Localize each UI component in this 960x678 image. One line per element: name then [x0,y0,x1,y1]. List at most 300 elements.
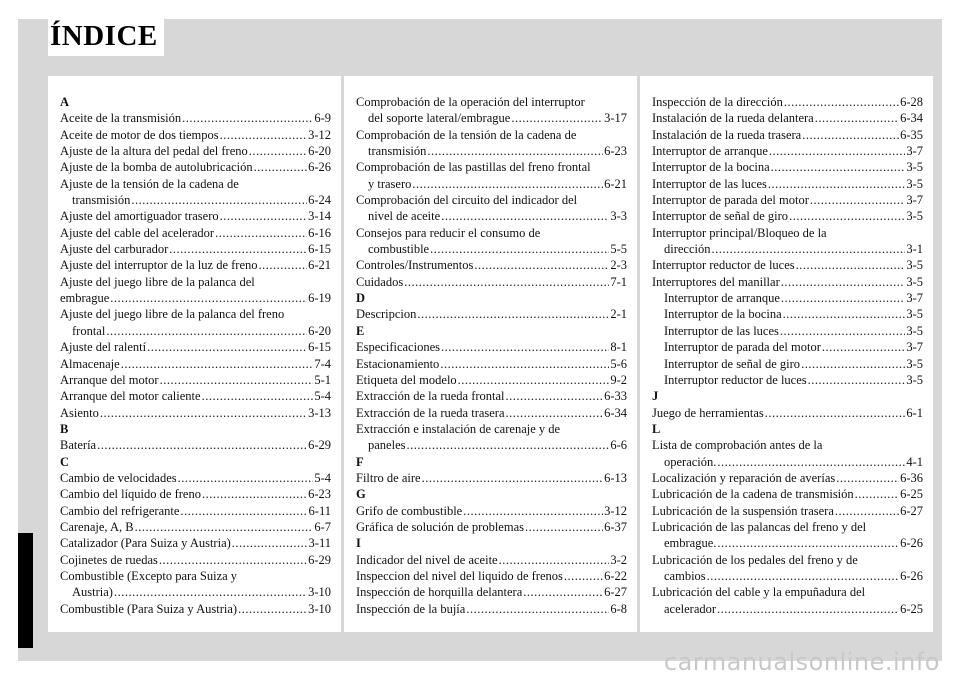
index-letter-heading: C [60,454,70,469]
dot-leader [525,519,603,535]
index-page-number: 3-1 [906,242,923,257]
index-entry-text: embrague. [664,536,717,551]
dot-leader [765,405,906,421]
index-entry-text: Interruptor de señal de giro [652,209,789,224]
index-entry-text: Catalizador (Para Suiza y Austria) [60,536,231,551]
index-entry[interactable] [60,388,331,404]
index-page-number: 3-5 [906,307,923,322]
index-entry[interactable] [60,143,331,159]
index-entry[interactable] [652,519,923,552]
index-entry-text: paneles [368,438,406,453]
index-entry[interactable] [60,225,331,241]
index-page-number: 2-1 [610,307,627,322]
dot-leader [131,192,307,208]
index-entry-text: Arranque del motor [60,372,159,387]
index-entry[interactable] [652,503,923,519]
dot-leader [215,225,307,241]
index-page-number: 6-36 [900,470,923,485]
dot-leader [169,241,307,257]
index-letter-heading: B [60,421,69,436]
dot-leader [717,535,899,551]
index-entry-text: Combustible (Excepto para Suiza y [60,568,238,583]
index-entry[interactable] [652,584,923,617]
index-entry-text: Cambio de velocidades [60,470,177,485]
dot-leader [815,110,899,126]
dot-leader [796,257,906,273]
index-entry[interactable] [60,568,331,601]
index-letter-heading: F [356,454,364,469]
dot-leader [100,405,307,421]
dot-leader [474,257,609,273]
index-entry[interactable] [60,519,331,535]
index-entry[interactable] [652,486,923,502]
index-entry-text: Inspección de horquilla delantera [356,585,523,600]
dot-leader [506,405,604,421]
dot-leader [412,176,603,192]
dot-leader [232,535,308,551]
index-entry-text: Almacenaje [60,356,120,371]
index-entry-text: Ajuste de la tensión de la cadena de [60,176,239,191]
index-entry[interactable] [356,94,627,127]
index-entry[interactable] [356,470,627,486]
index-page-number: 6-21 [308,258,331,273]
index-entry-text: operación. [664,454,717,469]
index-entry[interactable] [356,584,627,600]
index-page-number: 3-17 [604,111,627,126]
index-entry-text: Austria) [72,585,113,600]
index-page-number: 6-27 [900,503,923,518]
index-page-number: 6-15 [308,242,331,257]
dot-leader [808,372,906,388]
index-entry-text: Ajuste del juego libre de la palanca del freno [60,307,285,322]
index-entry-text: Ajuste de la bomba de autolubricación [60,160,253,175]
dot-leader [404,274,609,290]
index-page-number: 5-5 [610,242,627,257]
index-entry-text: acelerador [664,601,717,616]
index-entry[interactable] [60,405,331,421]
index-page-number: 5-4 [314,389,331,404]
index-entry-text: Comprobación de las pastillas del freno frontal [356,160,591,175]
index-page-number: 9-2 [610,372,627,387]
index-page-number: 6-35 [900,127,923,142]
index-page-number: 3-5 [906,258,923,273]
dot-leader [427,143,603,159]
index-entry[interactable] [60,127,331,143]
index-page-number: 6-11 [308,503,331,518]
index-page-number: 6-16 [308,225,331,240]
index-entry-text: Ajuste de la altura del pedal del freno [60,144,248,159]
index-entry[interactable] [652,405,923,421]
index-entry[interactable] [356,372,627,388]
index-entry-text: Interruptores del manillar [652,274,780,289]
index-entry-text: Lubricación de la cadena de transmisión [652,487,854,502]
dot-leader [466,601,609,617]
index-page-number: 6-19 [308,291,331,306]
dot-leader [220,208,307,224]
index-entry[interactable] [652,437,923,470]
index-entry-text: Grifo de combustible [356,503,463,518]
index-page-number: 6-20 [308,144,331,159]
watermark: carmanualsonline.info [663,648,940,676]
index-page-number: 6-25 [900,601,923,616]
index-page-number: 6-33 [604,389,627,404]
index-letter-heading: E [356,323,365,338]
dot-leader [202,388,314,404]
index-entry[interactable] [652,323,923,339]
index-entry-text: Asiento [60,405,99,420]
index-entry-text: Filtro de aire [356,470,421,485]
index-entry-text: Interruptor de las luces [664,323,779,338]
dot-leader [769,143,905,159]
index-page-number: 6-25 [900,487,923,502]
index-page-number: 3-5 [906,323,923,338]
index-page-number: 6-22 [604,568,627,583]
index-entry-text: Ajuste del cable del acelerador [60,225,215,240]
index-entry-text: Etiqueta del modelo [356,372,457,387]
dot-leader [147,339,307,355]
index-entry-text: Extracción de la rueda trasera [356,405,505,420]
dot-leader [784,94,899,110]
index-entry-text: Interruptor de la bocina [664,307,782,322]
index-page-number: 6-37 [604,519,627,534]
index-entry[interactable] [60,241,331,257]
dot-leader [523,584,603,600]
index-entry-text: Localización y reparación de averías [652,470,836,485]
index-page-number: 3-5 [906,372,923,387]
index-entry[interactable] [60,306,331,339]
index-entry[interactable] [356,388,627,404]
index-entry-text: del soporte lateral/embrague [368,111,511,126]
dot-leader [180,503,307,519]
index-entry-text: Indicador del nivel de aceite [356,552,498,567]
index-page-number: 6-1 [906,405,923,420]
index-page-number: 6-20 [308,323,331,338]
index-page-number: 6-29 [308,438,331,453]
index-entry[interactable] [356,356,627,372]
index-page-number: 3-11 [308,536,331,551]
index-entry-text: Ajuste del juego libre de la palanca del [60,274,255,289]
index-entry-text: Combustible (Para Suiza y Austria) [60,601,238,616]
index-entry[interactable] [356,339,627,355]
index-page-number: 6-23 [308,487,331,502]
dot-leader [801,356,905,372]
index-entry[interactable] [652,552,923,585]
dot-leader [463,503,603,519]
index-entry[interactable] [652,208,923,224]
dot-leader [259,257,308,273]
dot-leader [249,143,307,159]
dot-leader [810,192,905,208]
index-column-2 [344,76,637,632]
index-entry-text: transmisión [368,144,427,159]
index-page-number: 6-34 [604,405,627,420]
index-entry[interactable] [652,159,923,175]
index-page-number: 6-24 [308,193,331,208]
index-entry-text: Lubricación del cable y la empuñadura del [652,585,866,600]
index-page-number: 6-29 [308,552,331,567]
index-entry-text: Instalación de la rueda trasera [652,127,802,142]
index-page-number: 2-3 [610,258,627,273]
index-letter-heading: G [356,487,366,502]
index-letter-heading: J [652,389,659,404]
index-entry[interactable] [356,421,627,454]
index-entry-text: Aceite de motor de dos tiempos [60,127,219,142]
index-entry-text: Aceite de la transmisión [60,111,182,126]
index-entry[interactable] [60,601,331,617]
index-entry-text: cambios [664,568,706,583]
index-entry-text: Batería [60,438,97,453]
index-page-number: 6-34 [900,111,923,126]
index-entry-text: Lubricación de la suspensión trasera [652,503,834,518]
index-entry[interactable] [60,470,331,486]
dot-leader [855,486,899,502]
dot-leader [106,323,307,339]
index-entry[interactable] [60,208,331,224]
index-page-number: 3-7 [906,193,923,208]
index-entry[interactable] [652,257,923,273]
index-page-number: 7-1 [610,274,627,289]
index-entry[interactable] [652,127,923,143]
dot-leader [564,568,603,584]
index-entry[interactable] [356,405,627,421]
index-entry[interactable] [356,306,627,322]
index-entry-text: Interruptor de parada del motor [652,193,809,208]
index-entry-text: Lista de comprobación antes de la [652,438,823,453]
index-entry-text: Extracción de la rueda frontal [356,389,505,404]
index-entry[interactable] [356,503,627,519]
index-page-number: 3-5 [906,274,923,289]
index-entry-text: Descripcion [356,307,417,322]
index-page-number: 6-26 [900,536,923,551]
dot-leader [458,372,610,388]
index-page-number: 3-10 [308,585,331,600]
index-entry[interactable] [60,257,331,273]
index-letter-heading: A [60,95,70,109]
index-entry[interactable] [652,110,923,126]
dot-leader [440,356,609,372]
index-entry-text: Interruptor reductor de luces [652,258,795,273]
dot-leader [781,290,905,306]
dot-leader [182,110,313,126]
dot-leader [707,568,899,584]
dot-leader [717,454,905,470]
index-entry[interactable] [356,225,627,258]
index-entry[interactable] [60,372,331,388]
index-entry-text: dirección [664,242,711,257]
dot-leader [121,356,314,372]
dot-leader [441,339,609,355]
dot-leader [110,290,307,306]
index-page-number: 5-4 [314,470,331,485]
index-entry-text: nivel de aceite [368,209,441,224]
index-page-number: 4-1 [906,454,923,469]
index-entry[interactable] [652,290,923,306]
dot-leader [781,274,906,290]
dot-leader [789,208,905,224]
index-entry[interactable] [652,225,923,258]
index-entry[interactable] [60,486,331,502]
index-page-number: 5-6 [610,356,627,371]
index-page-number: 6-6 [610,438,627,453]
index-page-number: 6-26 [900,568,923,583]
index-entry-text: Comprobación de la operación del interruptor [356,95,585,109]
dot-leader [780,323,905,339]
index-entry[interactable] [60,552,331,568]
index-column-3 [640,76,933,632]
index-entry-text: Instalación de la rueda delantera [652,111,814,126]
index-entry-text: Cambio del líquido de freno [60,487,201,502]
index-entry-text: Especificaciones [356,340,440,355]
dot-leader [160,372,314,388]
index-page-number: 6-26 [308,160,331,175]
index-entry-text: embrague [60,291,110,306]
index-page-number: 3-5 [906,160,923,175]
index-page-number: 3-14 [308,209,331,224]
index-entry-text: Interruptor de arranque [652,144,768,159]
dot-leader [114,584,307,600]
dot-leader [417,306,609,322]
index-entry-text: Inspección de la dirección [652,95,783,109]
index-entry[interactable] [60,503,331,519]
index-entry[interactable] [652,94,923,110]
index-entry-text: Interruptor de las luces [652,176,767,191]
dot-leader [97,437,307,453]
index-entry-text: Cambio del refrigerante [60,503,180,518]
index-entry-text: combustible [368,242,430,257]
index-entry[interactable] [356,274,627,290]
dot-leader [238,601,307,617]
dot-leader [430,241,609,257]
dot-leader [802,127,899,143]
dot-leader [159,552,307,568]
index-entry[interactable] [652,306,923,322]
index-entry[interactable] [60,176,331,209]
index-page-number: 3-10 [308,601,331,616]
index-entry[interactable] [356,568,627,584]
index-letter-heading: I [356,536,361,551]
index-entry[interactable] [652,372,923,388]
dot-leader [499,552,610,568]
index-page-number: 3-7 [906,340,923,355]
index-entry[interactable] [356,159,627,192]
index-entry-text: Comprobación del circuito del indicador del [356,193,578,208]
index-entry-text: Inspeccion del nivel del liquido de frenos [356,568,563,583]
index-entry[interactable] [356,127,627,160]
index-entry-text: Estacionamiento [356,356,440,371]
index-entry[interactable] [60,110,331,126]
index-entry-text: Ajuste del interruptor de la luz de freno [60,258,258,273]
dot-leader [822,339,905,355]
index-entry-text: Ajuste del carburador [60,242,169,257]
index-entry[interactable] [356,552,627,568]
index-entry-text: Interruptor de la bocina [652,160,770,175]
index-entry[interactable] [60,356,331,372]
index-entry-text: Juego de herramientas [652,405,764,420]
dot-leader [178,470,314,486]
section-tab-marker [18,533,33,648]
index-entry-text: Lubricación de las palancas del freno y del [652,519,867,534]
index-page-number: 6-27 [604,585,627,600]
index-entry[interactable] [652,192,923,208]
dot-leader [441,208,609,224]
dot-leader [220,127,307,143]
index-entry[interactable] [356,192,627,225]
index-page-number: 6-28 [900,95,923,109]
index-page-number: 3-3 [610,209,627,224]
index-entry-text: Controles/Instrumentos [356,258,474,273]
index-entry-text: Interruptor de señal de giro [664,356,801,371]
index-page-number: 6-13 [604,470,627,485]
index-page-number: 6-15 [308,340,331,355]
index-entry-text: Interruptor de parada del motor [664,340,821,355]
dot-leader [717,601,899,617]
index-page-number: 6-23 [604,144,627,159]
index-entry-text: Comprobación de la tensión de la cadena de [356,127,577,142]
dot-leader [783,306,906,322]
index-entry-text: Consejos para reducir el consumo de [356,225,541,240]
index-entry[interactable] [652,339,923,355]
dot-leader [422,470,604,486]
index-entry-text: Interruptor reductor de luces [664,372,807,387]
index-entry[interactable] [60,274,331,307]
index-entry-text: transmisión [72,193,131,208]
index-entry[interactable] [652,470,923,486]
index-entry-text: Interruptor principal/Bloqueo de la [652,225,827,240]
index-page-number: 6-8 [610,601,627,616]
index-entry[interactable] [356,519,627,535]
index-entry-text: Extracción e instalación de carenaje y de [356,421,561,436]
index-entry[interactable] [652,356,923,372]
index-page-number: 8-1 [610,340,627,355]
index-entry[interactable] [356,257,627,273]
dot-leader [712,241,906,257]
index-entry[interactable] [60,159,331,175]
index-page-number: 3-5 [906,356,923,371]
index-entry-text: Lubricación de los pedales del freno y de [652,552,858,567]
index-entry[interactable] [60,535,331,551]
dot-leader [771,159,906,175]
index-entry-text: frontal [72,323,106,338]
dot-leader [511,110,603,126]
page-title: ÍNDICE [48,16,164,56]
index-page-number: 3-5 [906,176,923,191]
index-page-number: 3-12 [308,127,331,142]
index-entry-text: Interruptor de arranque [664,291,780,306]
index-entry[interactable] [652,274,923,290]
index-entry-text: Ajuste del ralentí [60,340,147,355]
index-page-number: 3-7 [906,291,923,306]
index-entry-text: Cojinetes de ruedas [60,552,158,567]
index-entry[interactable] [60,437,331,453]
index-entry[interactable] [652,176,923,192]
index-letter-heading: D [356,291,366,306]
index-entry-text: Arranque del motor caliente [60,389,201,404]
index-entry-text: Inspección de la bujía [356,601,466,616]
dot-leader [835,503,899,519]
index-page-number: 3-13 [308,405,331,420]
index-column-1 [48,76,341,632]
dot-leader [768,176,905,192]
index-entry[interactable] [60,339,331,355]
index-entry[interactable] [356,601,627,617]
index-entry-text: Gráfica de solución de problemas [356,519,524,534]
index-entry[interactable] [652,143,923,159]
index-page-number: 6-21 [604,176,627,191]
dot-leader [836,470,899,486]
index-page-number: 6-7 [314,519,331,534]
index-entry-text: Ajuste del amortiguador trasero [60,209,219,224]
dot-leader [202,486,307,502]
